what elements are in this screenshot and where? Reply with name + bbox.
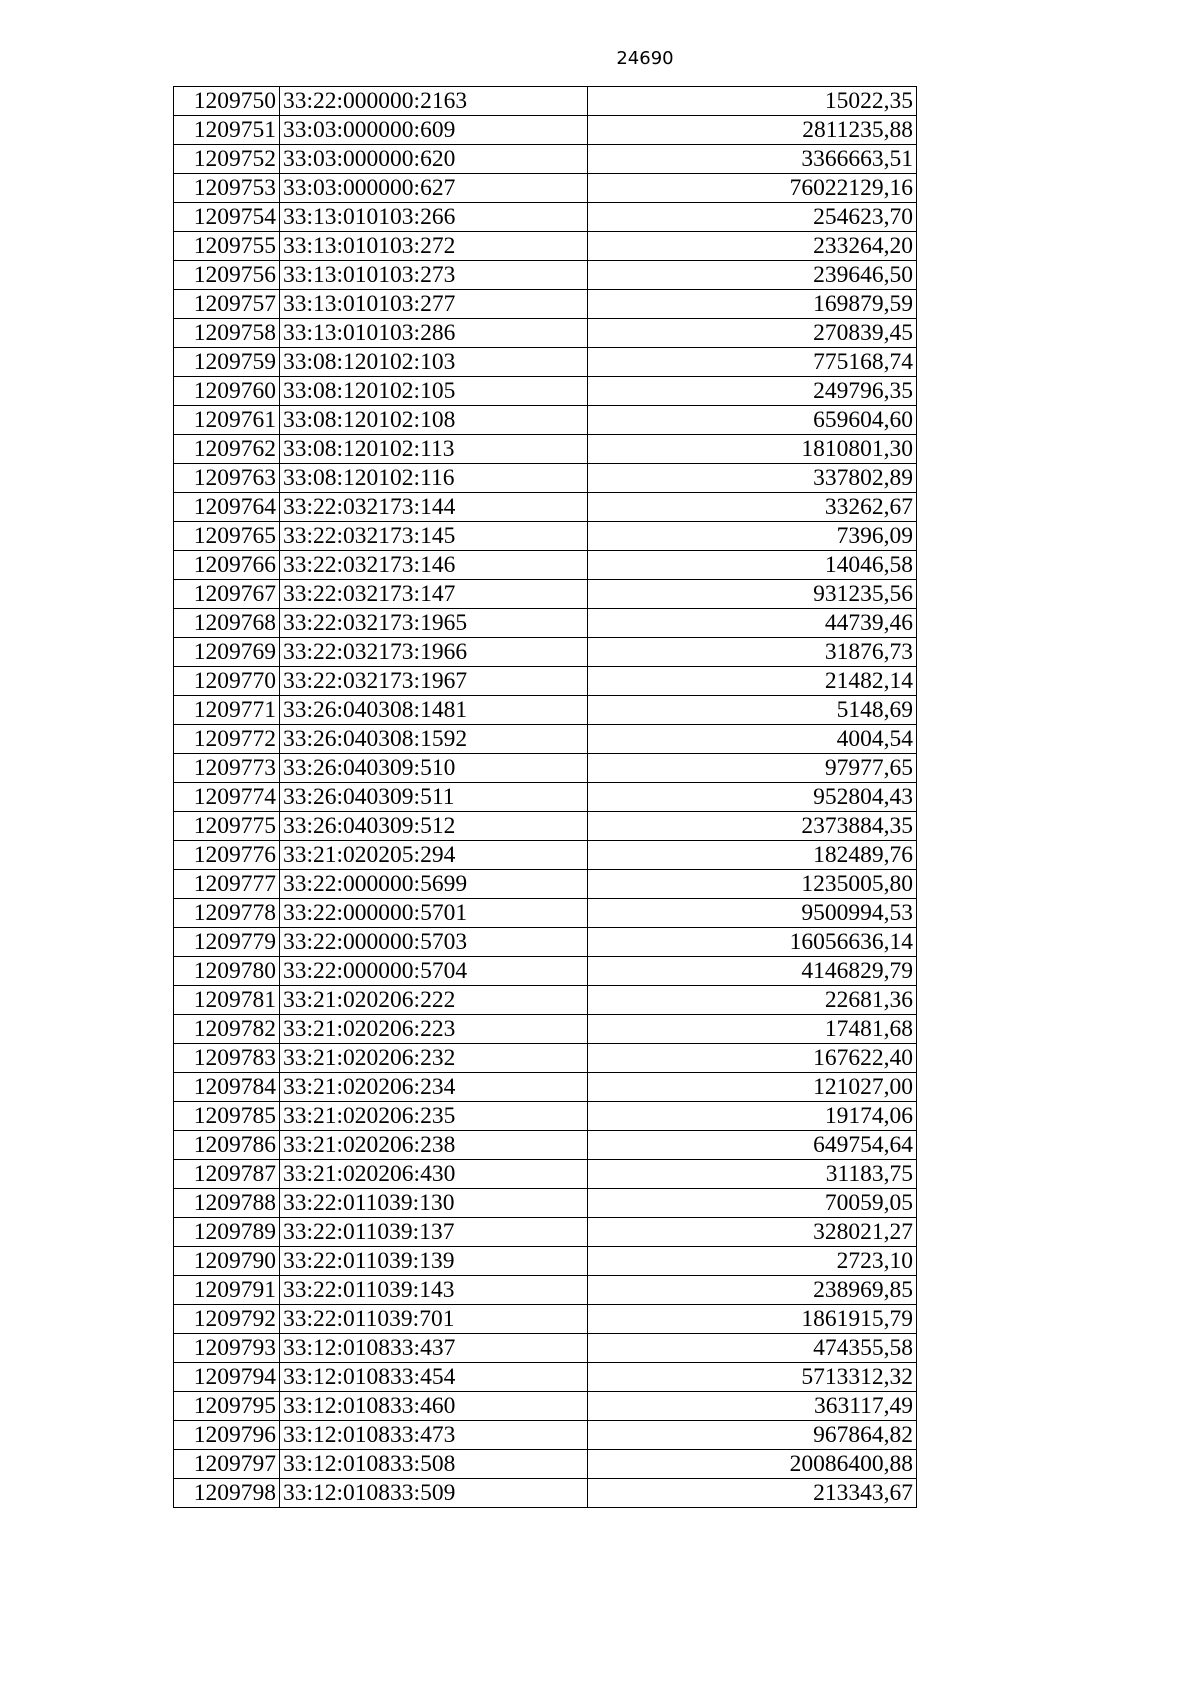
table-row bbox=[174, 551, 917, 580]
cadastral-number-cell: 33:21:020206:430 bbox=[280, 1160, 588, 1189]
table-row bbox=[174, 1044, 917, 1073]
table-row bbox=[174, 899, 917, 928]
value-cell: 70059,05 bbox=[588, 1189, 917, 1218]
table-row bbox=[174, 232, 917, 261]
row-number-cell: 1209771 bbox=[174, 696, 280, 725]
row-number-cell: 1209793 bbox=[174, 1334, 280, 1363]
value-cell: 7396,09 bbox=[588, 522, 917, 551]
cadastral-number-cell: 33:22:011039:701 bbox=[280, 1305, 588, 1334]
row-number-cell: 1209784 bbox=[174, 1073, 280, 1102]
row-number-cell: 1209785 bbox=[174, 1102, 280, 1131]
cadastral-number-cell: 33:13:010103:266 bbox=[280, 203, 588, 232]
table-row bbox=[174, 870, 917, 899]
value-cell: 952804,43 bbox=[588, 783, 917, 812]
value-cell: 22681,36 bbox=[588, 986, 917, 1015]
value-cell: 31876,73 bbox=[588, 638, 917, 667]
row-number-cell: 1209792 bbox=[174, 1305, 280, 1334]
cadastral-number-cell: 33:22:032173:144 bbox=[280, 493, 588, 522]
registry-table-body bbox=[174, 87, 917, 1508]
cadastral-number-cell: 33:08:120102:103 bbox=[280, 348, 588, 377]
value-cell: 1235005,80 bbox=[588, 870, 917, 899]
table-row bbox=[174, 1189, 917, 1218]
cadastral-number-cell: 33:12:010833:473 bbox=[280, 1421, 588, 1450]
row-number-cell: 1209791 bbox=[174, 1276, 280, 1305]
value-cell: 15022,35 bbox=[588, 87, 917, 116]
cadastral-number-cell: 33:12:010833:508 bbox=[280, 1450, 588, 1479]
value-cell: 2723,10 bbox=[588, 1247, 917, 1276]
cadastral-number-cell: 33:22:032173:1966 bbox=[280, 638, 588, 667]
value-cell: 337802,89 bbox=[588, 464, 917, 493]
table-row bbox=[174, 957, 917, 986]
cadastral-number-cell: 33:03:000000:620 bbox=[280, 145, 588, 174]
cadastral-number-cell: 33:21:020206:232 bbox=[280, 1044, 588, 1073]
value-cell: 19174,06 bbox=[588, 1102, 917, 1131]
value-cell: 44739,46 bbox=[588, 609, 917, 638]
cadastral-number-cell: 33:08:120102:105 bbox=[280, 377, 588, 406]
cadastral-number-cell: 33:13:010103:273 bbox=[280, 261, 588, 290]
row-number-cell: 1209783 bbox=[174, 1044, 280, 1073]
cadastral-number-cell: 33:21:020206:238 bbox=[280, 1131, 588, 1160]
value-cell: 1861915,79 bbox=[588, 1305, 917, 1334]
row-number-cell: 1209763 bbox=[174, 464, 280, 493]
row-number-cell: 1209766 bbox=[174, 551, 280, 580]
value-cell: 97977,65 bbox=[588, 754, 917, 783]
table-row bbox=[174, 464, 917, 493]
cadastral-number-cell: 33:12:010833:509 bbox=[280, 1479, 588, 1508]
table-row bbox=[174, 290, 917, 319]
cadastral-number-cell: 33:12:010833:454 bbox=[280, 1363, 588, 1392]
cadastral-number-cell: 33:22:000000:5704 bbox=[280, 957, 588, 986]
value-cell: 21482,14 bbox=[588, 667, 917, 696]
row-number-cell: 1209759 bbox=[174, 348, 280, 377]
table-row bbox=[174, 609, 917, 638]
row-number-cell: 1209755 bbox=[174, 232, 280, 261]
row-number-cell: 1209751 bbox=[174, 116, 280, 145]
cadastral-number-cell: 33:12:010833:460 bbox=[280, 1392, 588, 1421]
value-cell: 363117,49 bbox=[588, 1392, 917, 1421]
value-cell: 249796,35 bbox=[588, 377, 917, 406]
table-row bbox=[174, 435, 917, 464]
value-cell: 169879,59 bbox=[588, 290, 917, 319]
value-cell: 16056636,14 bbox=[588, 928, 917, 957]
table-row bbox=[174, 261, 917, 290]
value-cell: 254623,70 bbox=[588, 203, 917, 232]
table-row bbox=[174, 1247, 917, 1276]
row-number-cell: 1209764 bbox=[174, 493, 280, 522]
cadastral-number-cell: 33:26:040309:510 bbox=[280, 754, 588, 783]
value-cell: 474355,58 bbox=[588, 1334, 917, 1363]
row-number-cell: 1209776 bbox=[174, 841, 280, 870]
cadastral-number-cell: 33:26:040309:512 bbox=[280, 812, 588, 841]
value-cell: 649754,64 bbox=[588, 1131, 917, 1160]
cadastral-number-cell: 33:22:032173:147 bbox=[280, 580, 588, 609]
row-number-cell: 1209790 bbox=[174, 1247, 280, 1276]
table-row bbox=[174, 348, 917, 377]
cadastral-number-cell: 33:13:010103:272 bbox=[280, 232, 588, 261]
value-cell: 2811235,88 bbox=[588, 116, 917, 145]
table-row bbox=[174, 174, 917, 203]
table-row bbox=[174, 667, 917, 696]
row-number-cell: 1209795 bbox=[174, 1392, 280, 1421]
row-number-cell: 1209777 bbox=[174, 870, 280, 899]
table-row bbox=[174, 116, 917, 145]
table-row bbox=[174, 319, 917, 348]
table-row bbox=[174, 1160, 917, 1189]
row-number-cell: 1209769 bbox=[174, 638, 280, 667]
row-number-cell: 1209796 bbox=[174, 1421, 280, 1450]
row-number-cell: 1209756 bbox=[174, 261, 280, 290]
table-row bbox=[174, 1450, 917, 1479]
table-row bbox=[174, 1218, 917, 1247]
value-cell: 2373884,35 bbox=[588, 812, 917, 841]
value-cell: 5713312,32 bbox=[588, 1363, 917, 1392]
table-row bbox=[174, 203, 917, 232]
cadastral-number-cell: 33:22:032173:145 bbox=[280, 522, 588, 551]
cadastral-number-cell: 33:21:020206:235 bbox=[280, 1102, 588, 1131]
cadastral-number-cell: 33:21:020206:234 bbox=[280, 1073, 588, 1102]
table-row bbox=[174, 928, 917, 957]
row-number-cell: 1209789 bbox=[174, 1218, 280, 1247]
table-row bbox=[174, 145, 917, 174]
cadastral-number-cell: 33:26:040308:1481 bbox=[280, 696, 588, 725]
table-row bbox=[174, 1015, 917, 1044]
value-cell: 9500994,53 bbox=[588, 899, 917, 928]
cadastral-number-cell: 33:13:010103:277 bbox=[280, 290, 588, 319]
table-row bbox=[174, 1102, 917, 1131]
row-number-cell: 1209782 bbox=[174, 1015, 280, 1044]
cadastral-number-cell: 33:22:000000:5701 bbox=[280, 899, 588, 928]
cadastral-number-cell: 33:03:000000:627 bbox=[280, 174, 588, 203]
row-number-cell: 1209778 bbox=[174, 899, 280, 928]
row-number-cell: 1209797 bbox=[174, 1450, 280, 1479]
cadastral-number-cell: 33:22:000000:2163 bbox=[280, 87, 588, 116]
value-cell: 4004,54 bbox=[588, 725, 917, 754]
cadastral-number-cell: 33:21:020205:294 bbox=[280, 841, 588, 870]
table-row bbox=[174, 522, 917, 551]
table-row bbox=[174, 812, 917, 841]
cadastral-number-cell: 33:13:010103:286 bbox=[280, 319, 588, 348]
cadastral-number-cell: 33:22:000000:5703 bbox=[280, 928, 588, 957]
value-cell: 3366663,51 bbox=[588, 145, 917, 174]
row-number-cell: 1209753 bbox=[174, 174, 280, 203]
row-number-cell: 1209779 bbox=[174, 928, 280, 957]
row-number-cell: 1209758 bbox=[174, 319, 280, 348]
registry-table bbox=[173, 86, 917, 1508]
value-cell: 659604,60 bbox=[588, 406, 917, 435]
table-row bbox=[174, 1421, 917, 1450]
cadastral-number-cell: 33:22:011039:130 bbox=[280, 1189, 588, 1218]
row-number-cell: 1209774 bbox=[174, 783, 280, 812]
value-cell: 121027,00 bbox=[588, 1073, 917, 1102]
row-number-cell: 1209757 bbox=[174, 290, 280, 319]
value-cell: 213343,67 bbox=[588, 1479, 917, 1508]
value-cell: 239646,50 bbox=[588, 261, 917, 290]
table-row bbox=[174, 377, 917, 406]
value-cell: 20086400,88 bbox=[588, 1450, 917, 1479]
row-number-cell: 1209772 bbox=[174, 725, 280, 754]
table-row bbox=[174, 580, 917, 609]
cadastral-number-cell: 33:26:040309:511 bbox=[280, 783, 588, 812]
table-row bbox=[174, 1131, 917, 1160]
table-row bbox=[174, 696, 917, 725]
row-number-cell: 1209754 bbox=[174, 203, 280, 232]
cadastral-number-cell: 33:12:010833:437 bbox=[280, 1334, 588, 1363]
value-cell: 238969,85 bbox=[588, 1276, 917, 1305]
row-number-cell: 1209765 bbox=[174, 522, 280, 551]
value-cell: 233264,20 bbox=[588, 232, 917, 261]
cadastral-number-cell: 33:22:011039:143 bbox=[280, 1276, 588, 1305]
row-number-cell: 1209775 bbox=[174, 812, 280, 841]
table-row bbox=[174, 1479, 917, 1508]
table-row bbox=[174, 87, 917, 116]
cadastral-number-cell: 33:22:000000:5699 bbox=[280, 870, 588, 899]
cadastral-number-cell: 33:03:000000:609 bbox=[280, 116, 588, 145]
row-number-cell: 1209752 bbox=[174, 145, 280, 174]
row-number-cell: 1209794 bbox=[174, 1363, 280, 1392]
table-row bbox=[174, 725, 917, 754]
row-number-cell: 1209781 bbox=[174, 986, 280, 1015]
cadastral-number-cell: 33:26:040308:1592 bbox=[280, 725, 588, 754]
row-number-cell: 1209773 bbox=[174, 754, 280, 783]
table-row bbox=[174, 754, 917, 783]
row-number-cell: 1209750 bbox=[174, 87, 280, 116]
value-cell: 5148,69 bbox=[588, 696, 917, 725]
row-number-cell: 1209787 bbox=[174, 1160, 280, 1189]
row-number-cell: 1209760 bbox=[174, 377, 280, 406]
row-number-cell: 1209768 bbox=[174, 609, 280, 638]
value-cell: 167622,40 bbox=[588, 1044, 917, 1073]
table-row bbox=[174, 1334, 917, 1363]
cadastral-number-cell: 33:08:120102:108 bbox=[280, 406, 588, 435]
value-cell: 182489,76 bbox=[588, 841, 917, 870]
page-number: 24690 bbox=[616, 48, 674, 69]
row-number-cell: 1209786 bbox=[174, 1131, 280, 1160]
table-row bbox=[174, 1305, 917, 1334]
table-row bbox=[174, 841, 917, 870]
table-row bbox=[174, 1363, 917, 1392]
value-cell: 76022129,16 bbox=[588, 174, 917, 203]
cadastral-number-cell: 33:21:020206:222 bbox=[280, 986, 588, 1015]
value-cell: 14046,58 bbox=[588, 551, 917, 580]
value-cell: 31183,75 bbox=[588, 1160, 917, 1189]
value-cell: 1810801,30 bbox=[588, 435, 917, 464]
cadastral-number-cell: 33:08:120102:113 bbox=[280, 435, 588, 464]
table-row bbox=[174, 1392, 917, 1421]
table-row bbox=[174, 1276, 917, 1305]
value-cell: 4146829,79 bbox=[588, 957, 917, 986]
row-number-cell: 1209762 bbox=[174, 435, 280, 464]
table-row bbox=[174, 986, 917, 1015]
table-row bbox=[174, 1073, 917, 1102]
cadastral-number-cell: 33:22:032173:146 bbox=[280, 551, 588, 580]
value-cell: 931235,56 bbox=[588, 580, 917, 609]
value-cell: 967864,82 bbox=[588, 1421, 917, 1450]
cadastral-number-cell: 33:22:032173:1967 bbox=[280, 667, 588, 696]
cadastral-number-cell: 33:21:020206:223 bbox=[280, 1015, 588, 1044]
value-cell: 17481,68 bbox=[588, 1015, 917, 1044]
cadastral-number-cell: 33:22:032173:1965 bbox=[280, 609, 588, 638]
table-row bbox=[174, 783, 917, 812]
row-number-cell: 1209780 bbox=[174, 957, 280, 986]
cadastral-number-cell: 33:22:011039:137 bbox=[280, 1218, 588, 1247]
value-cell: 775168,74 bbox=[588, 348, 917, 377]
cadastral-number-cell: 33:22:011039:139 bbox=[280, 1247, 588, 1276]
table-row bbox=[174, 493, 917, 522]
row-number-cell: 1209770 bbox=[174, 667, 280, 696]
value-cell: 328021,27 bbox=[588, 1218, 917, 1247]
table-row bbox=[174, 406, 917, 435]
row-number-cell: 1209767 bbox=[174, 580, 280, 609]
value-cell: 33262,67 bbox=[588, 493, 917, 522]
row-number-cell: 1209761 bbox=[174, 406, 280, 435]
value-cell: 270839,45 bbox=[588, 319, 917, 348]
table-row bbox=[174, 638, 917, 667]
row-number-cell: 1209798 bbox=[174, 1479, 280, 1508]
cadastral-number-cell: 33:08:120102:116 bbox=[280, 464, 588, 493]
row-number-cell: 1209788 bbox=[174, 1189, 280, 1218]
